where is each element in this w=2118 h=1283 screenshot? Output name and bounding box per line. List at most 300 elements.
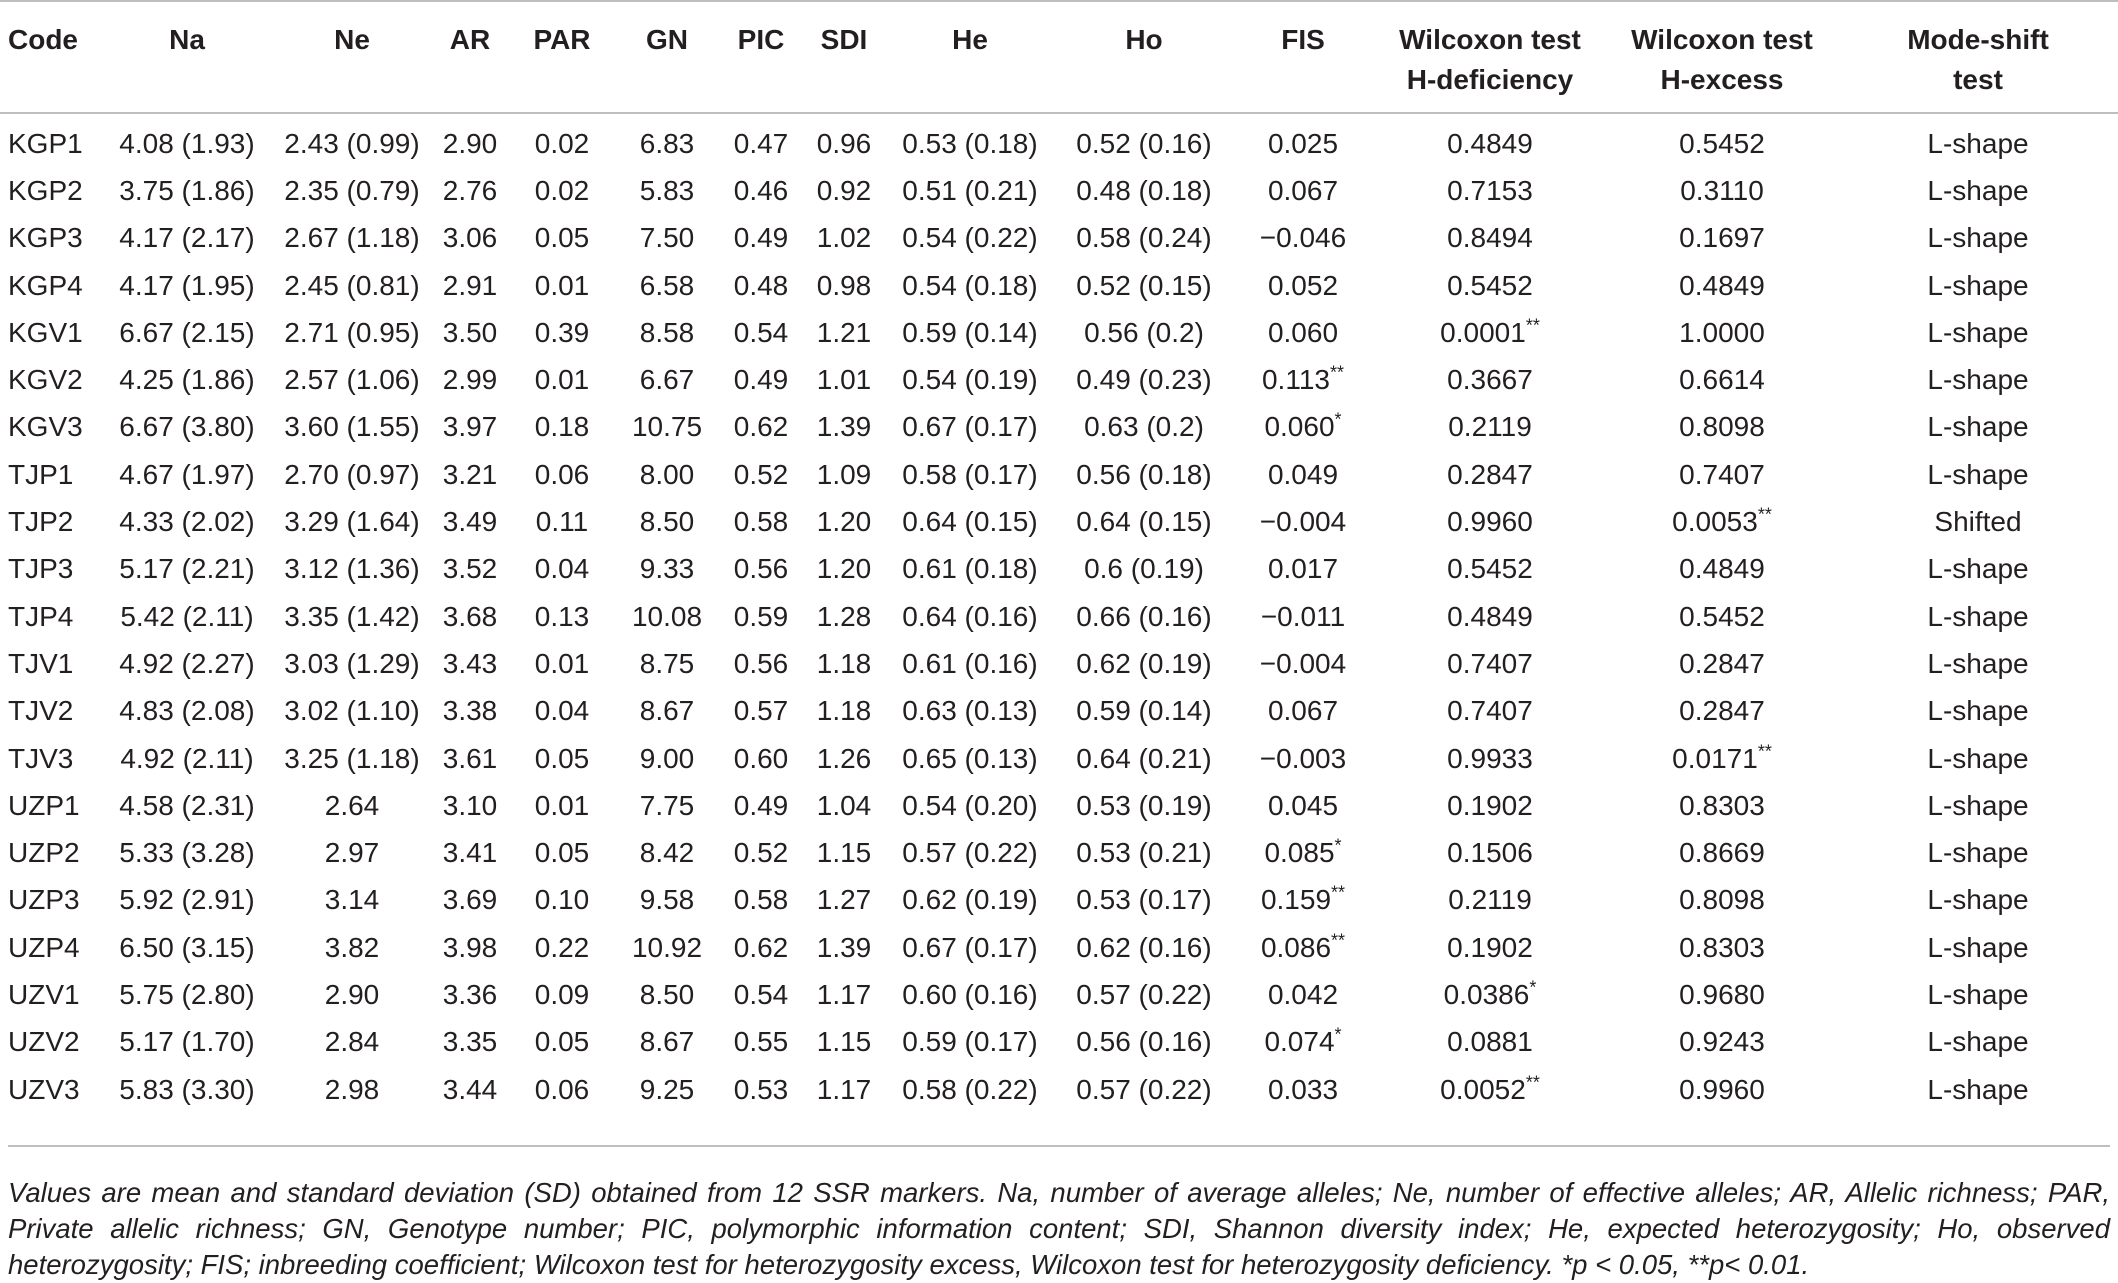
table-cell: 0.58 — [733, 506, 789, 538]
table-cell: 8.50 — [639, 506, 695, 538]
table-cell: 3.14 — [324, 884, 380, 916]
table-body — [0, 113, 2118, 1113]
column-header — [0, 1, 102, 113]
table-cell: 6.58 — [639, 269, 695, 301]
table-cell: 0.2847 — [1679, 695, 1765, 727]
column-header — [804, 1, 884, 113]
table-cell: L-shape — [1927, 789, 2029, 821]
table-cell: 6.50 (3.15) — [119, 931, 255, 963]
table-cell: UZP1 — [8, 789, 80, 821]
table-cell: 0.46 — [733, 174, 789, 206]
table-cell: 0.62 (0.19) — [1076, 647, 1212, 679]
table-cell: 5.17 (2.21) — [119, 553, 255, 585]
table-cell: 0.48 — [733, 269, 789, 301]
table-row — [0, 688, 2118, 735]
table-cell: 0.5452 — [1447, 269, 1533, 301]
table-cell: 0.1506 — [1447, 837, 1533, 869]
table-cell: 0.64 (0.15) — [1076, 506, 1212, 538]
table-cell: 0.58 (0.22) — [902, 1073, 1038, 1105]
table-cell: 0.22 — [534, 931, 590, 963]
table-cell: 2.76 — [442, 174, 498, 206]
table-cell: 0.52 (0.16) — [1076, 127, 1212, 159]
table-cell: 0.05 — [534, 1026, 590, 1058]
table-row — [0, 735, 2118, 782]
table-row — [0, 829, 2118, 876]
table-cell: 0.4849 — [1679, 553, 1765, 585]
table-cell: 0.4849 — [1447, 127, 1533, 159]
table-cell: 0.06 — [534, 1073, 590, 1105]
table-cell: 0.8669 — [1679, 837, 1765, 869]
table-cell: 3.52 — [442, 553, 498, 585]
table-cell: TJP3 — [8, 553, 74, 585]
table-cell: 0.09 — [534, 978, 590, 1010]
table-cell: 0.9960 — [1447, 506, 1533, 538]
table-row — [0, 971, 2118, 1018]
table-cell: L-shape — [1927, 647, 2029, 679]
table-cell: 3.02 (1.10) — [284, 695, 420, 727]
table-cell: 0.52 — [733, 458, 789, 490]
table-cell: 4.08 (1.93) — [119, 127, 255, 159]
column-header-text: GN — [646, 24, 688, 55]
table-cell: 0.59 (0.14) — [1076, 695, 1212, 727]
table-cell: 0.13 — [534, 600, 590, 632]
table-cell: 8.50 — [639, 978, 695, 1010]
table-cell: 0.64 (0.16) — [902, 600, 1038, 632]
table-cell: 3.60 (1.55) — [284, 411, 420, 443]
table-cell: 0.6 (0.19) — [1084, 553, 1204, 585]
table-cell: 1.15 — [816, 837, 872, 869]
table-cell: 3.21 — [442, 458, 498, 490]
table-cell: 2.84 — [324, 1026, 380, 1058]
table-cell: 10.75 — [631, 411, 703, 443]
table-cell: 0.2847 — [1447, 458, 1533, 490]
table-cell: 0.7407 — [1447, 695, 1533, 727]
table-cell: KGP4 — [8, 269, 83, 301]
table-cell: 0.01 — [534, 647, 590, 679]
table-cell: 0.033 — [1267, 1073, 1339, 1105]
table-cell: 4.33 (2.02) — [119, 506, 255, 538]
table-cell: 1.21 — [816, 316, 872, 348]
column-header — [1232, 1, 1374, 113]
table-cell: 0.113** — [1261, 362, 1344, 396]
table-cell: 0.39 — [534, 316, 590, 348]
table-cell: 0.2119 — [1448, 884, 1532, 916]
table-cell: TJV1 — [8, 647, 74, 679]
table-cell: KGP3 — [8, 222, 83, 254]
column-header-text: Ne — [334, 24, 370, 55]
table-cell: 0.4849 — [1447, 600, 1533, 632]
column-header — [1374, 1, 1606, 113]
table-cell: 8.75 — [639, 647, 695, 679]
column-header-text: Ho — [1125, 24, 1163, 55]
table-cell: 0.7407 — [1447, 647, 1533, 679]
table-cell: 0.67 (0.17) — [902, 411, 1038, 443]
table-cell: 0.5452 — [1447, 553, 1533, 585]
table-cell: 0.64 (0.21) — [1076, 742, 1212, 774]
table-cell: 3.03 (1.29) — [284, 647, 420, 679]
table-cell: 1.39 — [816, 411, 872, 443]
table-cell: 2.45 (0.81) — [284, 269, 420, 301]
table-cell: 0.4849 — [1679, 269, 1765, 301]
table-cell: TJP1 — [8, 458, 74, 490]
table-cell: 0.64 (0.15) — [902, 506, 1038, 538]
column-header — [272, 1, 432, 113]
column-header-text: test — [1953, 64, 2003, 95]
table-cell: 0.57 (0.22) — [1076, 978, 1212, 1010]
table-cell: 0.086** — [1260, 930, 1346, 963]
table-cell: L-shape — [1927, 931, 2029, 963]
table-cell: 0.60 (0.16) — [902, 978, 1038, 1010]
table-row — [0, 1066, 2118, 1113]
table-cell: L-shape — [1927, 695, 2029, 727]
table-cell: 0.66 (0.16) — [1076, 600, 1212, 632]
table-cell: 9.58 — [639, 884, 695, 916]
table-cell: 5.75 (2.80) — [119, 978, 255, 1010]
table-cell: 0.54 (0.20) — [902, 789, 1038, 821]
table-cell: 0.067 — [1267, 695, 1339, 727]
table-cell: 0.045 — [1267, 789, 1339, 821]
table-cell: 0.2847 — [1679, 647, 1765, 679]
column-header-text: H-deficiency — [1406, 64, 1574, 95]
table-row — [0, 356, 2118, 403]
table-cell: 4.83 (2.08) — [119, 695, 255, 727]
table-cell: 2.90 — [442, 127, 498, 159]
table-cell: 0.0386* — [1443, 977, 1537, 1010]
table-cell: 0.067 — [1267, 174, 1339, 206]
table-cell: 9.25 — [639, 1073, 695, 1105]
table-cell: −0.004 — [1259, 647, 1347, 679]
table-cell: 0.48 (0.18) — [1076, 174, 1212, 206]
table-cell: 3.06 — [442, 222, 498, 254]
table-cell: 0.04 — [534, 553, 590, 585]
table-cell: 2.70 (0.97) — [284, 458, 420, 490]
table-cell: 0.5452 — [1679, 600, 1765, 632]
table-cell: 0.042 — [1267, 978, 1339, 1010]
table-cell: 0.65 (0.13) — [902, 742, 1038, 774]
column-header — [1838, 1, 2118, 113]
table-cell: UZP4 — [8, 931, 80, 963]
table-cell: 5.33 (3.28) — [119, 837, 255, 869]
table-cell: 0.92 — [816, 174, 872, 206]
table-cell: 0.53 (0.18) — [902, 127, 1038, 159]
table-cell: 3.43 — [442, 647, 498, 679]
table-cell: 0.56 (0.16) — [1076, 1026, 1212, 1058]
table-cell: 2.91 — [442, 269, 498, 301]
table-cell: 1.0000 — [1679, 316, 1765, 348]
table-cell: 0.53 (0.21) — [1076, 837, 1212, 869]
table-cell: 0.52 — [733, 837, 789, 869]
table-cell: L-shape — [1927, 837, 2029, 869]
table-cell: 8.42 — [639, 837, 695, 869]
table-cell: 0.54 (0.22) — [902, 222, 1038, 254]
table-cell: 5.17 (1.70) — [119, 1026, 255, 1058]
table-cell: 0.54 — [733, 978, 789, 1010]
table-cell: 0.01 — [534, 364, 590, 396]
table-row — [0, 924, 2118, 971]
table-row — [0, 546, 2118, 593]
table-cell: L-shape — [1927, 316, 2029, 348]
table-cell: 0.60 — [733, 742, 789, 774]
table-cell: 9.33 — [639, 553, 695, 585]
table-cell: TJV3 — [8, 742, 74, 774]
table-header-row — [0, 1, 2118, 113]
table-cell: 1.28 — [816, 600, 872, 632]
table-cell: 10.92 — [631, 931, 703, 963]
table-cell: 0.96 — [816, 127, 872, 159]
table-cell: 0.53 (0.17) — [1076, 884, 1212, 916]
table-row — [0, 215, 2118, 262]
table-cell: 3.69 — [442, 884, 498, 916]
table-cell: 0.2119 — [1448, 411, 1532, 443]
table-cell: 0.0001** — [1440, 315, 1540, 348]
table-cell: 1.04 — [816, 789, 872, 821]
table-cell: 0.11 — [535, 506, 589, 538]
table-cell: 5.42 (2.11) — [120, 600, 254, 632]
table-cell: 0.59 (0.17) — [902, 1026, 1038, 1058]
table-cell: 5.83 — [639, 174, 695, 206]
table-cell: KGV2 — [8, 364, 83, 396]
column-header — [1606, 1, 1838, 113]
table-cell: 6.67 (2.15) — [119, 316, 255, 348]
table-cell: UZP2 — [8, 837, 80, 869]
table-cell: 0.9243 — [1679, 1026, 1765, 1058]
table-cell: 7.75 — [639, 789, 695, 821]
table-cell: 0.074* — [1264, 1024, 1342, 1058]
table-cell: 0.052 — [1267, 269, 1339, 301]
table-cell: 0.06 — [534, 458, 590, 490]
table-cell: 8.58 — [639, 316, 695, 348]
table-cell: 8.67 — [639, 695, 695, 727]
table-cell: 6.83 — [639, 127, 695, 159]
table-cell: 0.05 — [534, 222, 590, 254]
table-cell: 0.59 (0.14) — [902, 316, 1038, 348]
column-header-text: H-excess — [1660, 64, 1784, 95]
table-cell: 0.060 — [1267, 316, 1339, 348]
column-header-text: SDI — [820, 24, 868, 55]
column-header — [508, 1, 616, 113]
table-cell: 0.54 (0.18) — [902, 269, 1038, 301]
table-cell: 0.0881 — [1447, 1026, 1533, 1058]
table-cell: 0.57 — [733, 695, 789, 727]
column-header-text: Code — [8, 24, 78, 55]
table-cell: 0.55 — [733, 1026, 789, 1058]
column-header-text: Mode-shift — [1907, 24, 2049, 55]
table-cell: 0.53 (0.19) — [1076, 789, 1212, 821]
table-cell: L-shape — [1927, 978, 2029, 1010]
table-cell: −0.011 — [1260, 600, 1346, 632]
table-cell: 1.20 — [816, 553, 872, 585]
table-cell: 0.8494 — [1447, 222, 1533, 254]
table-row — [0, 167, 2118, 214]
table-cell: 1.02 — [816, 222, 872, 254]
table-cell: 0.52 (0.15) — [1076, 269, 1212, 301]
table-cell: UZP3 — [8, 884, 80, 916]
table-cell: L-shape — [1927, 364, 2029, 396]
table-cell: 5.83 (3.30) — [119, 1073, 255, 1105]
table-cell: 0.58 (0.17) — [902, 458, 1038, 490]
column-header-text: Wilcoxon test — [1631, 24, 1813, 55]
table-cell: 2.71 (0.95) — [284, 316, 420, 348]
table-cell: 0.6614 — [1679, 364, 1765, 396]
table-cell: 0.7153 — [1447, 174, 1533, 206]
table-cell: 2.57 (1.06) — [284, 364, 420, 396]
table-row — [0, 498, 2118, 545]
table-cell: 0.56 (0.2) — [1084, 316, 1204, 348]
table-cell: 7.50 — [639, 222, 695, 254]
table-cell: 1.17 — [816, 978, 872, 1010]
table-cell: 0.49 — [733, 222, 789, 254]
table-cell: 6.67 — [639, 364, 695, 396]
table-cell: 0.62 — [733, 411, 789, 443]
table-row — [0, 309, 2118, 356]
table-cell: 6.67 (3.80) — [119, 411, 255, 443]
table-cell: L-shape — [1927, 600, 2029, 632]
table-cell: 0.49 — [733, 364, 789, 396]
column-header-text: FIS — [1281, 24, 1325, 55]
table-row — [0, 451, 2118, 498]
column-header-text: PAR — [533, 24, 591, 55]
table-cell: −0.004 — [1259, 506, 1347, 538]
table-cell: 0.5452 — [1679, 127, 1765, 159]
column-header-text: Wilcoxon test — [1399, 24, 1581, 55]
table-cell: 0.1902 — [1447, 931, 1533, 963]
table-cell: 3.25 (1.18) — [284, 742, 420, 774]
table-cell: 0.9680 — [1679, 978, 1765, 1010]
table-cell: 0.57 (0.22) — [1076, 1073, 1212, 1105]
column-header — [718, 1, 804, 113]
table-cell: 2.90 — [324, 978, 380, 1010]
table-cell: 4.67 (1.97) — [119, 458, 255, 490]
table-cell: L-shape — [1927, 553, 2029, 585]
table-cell: 4.17 (2.17) — [119, 222, 255, 254]
table-cell: 0.58 — [733, 884, 789, 916]
table-cell: 1.27 — [816, 884, 872, 916]
table-cell: 0.05 — [534, 837, 590, 869]
column-header — [102, 1, 272, 113]
table-cell: TJP2 — [8, 506, 74, 538]
table-cell: 3.97 — [442, 411, 498, 443]
table-cell: 0.59 — [733, 600, 789, 632]
table-cell: 2.97 — [324, 837, 380, 869]
table-cell: 0.18 — [534, 411, 590, 443]
table-cell: 1.17 — [816, 1073, 872, 1105]
table-row — [0, 1019, 2118, 1066]
table-cell: 0.56 — [733, 553, 789, 585]
table-cell: UZV2 — [8, 1026, 80, 1058]
table-cell: KGP1 — [8, 127, 83, 159]
table-cell: L-shape — [1927, 1073, 2029, 1105]
table-cell: 0.060* — [1264, 410, 1342, 443]
table-cell: 0.0052** — [1440, 1072, 1540, 1105]
table-cell: 0.62 — [733, 931, 789, 963]
table-cell: 0.62 (0.16) — [1076, 931, 1212, 963]
table-cell: KGP2 — [8, 174, 83, 206]
table-cell: L-shape — [1927, 174, 2029, 206]
table-cell: 4.92 (2.11) — [120, 742, 254, 774]
table-cell: 1.26 — [816, 742, 872, 774]
table-cell: 0.9933 — [1447, 742, 1533, 774]
table-cell: 0.02 — [534, 174, 590, 206]
table-cell: 0.8303 — [1679, 789, 1765, 821]
table-row — [0, 262, 2118, 309]
table-cell: 3.36 — [442, 978, 498, 1010]
table-cell: 3.50 — [442, 316, 498, 348]
table-cell: 0.56 (0.18) — [1076, 458, 1212, 490]
table-cell: 0.58 (0.24) — [1076, 222, 1212, 254]
column-header-text: He — [952, 24, 988, 55]
table-cell: 0.159** — [1260, 883, 1346, 916]
table-cell: 0.3667 — [1447, 364, 1533, 396]
table-cell: 3.44 — [442, 1073, 498, 1105]
table-cell: 0.67 (0.17) — [902, 931, 1038, 963]
table-cell: 3.12 (1.36) — [284, 553, 420, 585]
table-cell: UZV3 — [8, 1073, 80, 1105]
table-cell: L-shape — [1927, 742, 2029, 774]
table-cell: L-shape — [1927, 884, 2029, 916]
table-cell: 0.0053** — [1672, 504, 1772, 538]
table-cell: 9.00 — [639, 742, 695, 774]
table-cell: L-shape — [1927, 1026, 2029, 1058]
table-cell: 2.98 — [324, 1073, 380, 1105]
table-cell: 2.43 (0.99) — [284, 127, 420, 159]
table-cell: L-shape — [1927, 222, 2029, 254]
table-cell: 0.63 (0.13) — [902, 695, 1038, 727]
table-cell: 4.92 (2.27) — [119, 647, 255, 679]
table-cell: 0.51 (0.21) — [902, 174, 1038, 206]
table-cell: Shifted — [1934, 506, 2022, 538]
table-row — [0, 113, 2118, 167]
table-cell: 0.49 — [733, 789, 789, 821]
table-cell: 0.049 — [1267, 458, 1339, 490]
table-cell: KGV3 — [8, 411, 83, 443]
table-cell: 1.20 — [816, 506, 872, 538]
table-cell: 3.98 — [442, 931, 498, 963]
table-cell: 5.92 (2.91) — [119, 884, 255, 916]
table-cell: 1.15 — [816, 1026, 872, 1058]
table-cell: TJV2 — [8, 695, 74, 727]
table-cell: 4.25 (1.86) — [119, 364, 255, 396]
table-cell: 0.8098 — [1679, 884, 1765, 916]
table-cell: 0.025 — [1267, 127, 1339, 159]
table-cell: 3.35 — [442, 1026, 498, 1058]
table-cell: 3.38 — [442, 695, 498, 727]
column-header — [616, 1, 718, 113]
table-cell: 3.61 — [442, 742, 498, 774]
table-cell: L-shape — [1927, 269, 2029, 301]
table-cell: 0.49 (0.23) — [1076, 364, 1212, 396]
table-cell: L-shape — [1927, 458, 2029, 490]
table-cell: 1.01 — [816, 364, 872, 396]
table-cell: −0.003 — [1259, 742, 1347, 774]
table-cell: 4.17 (1.95) — [119, 269, 255, 301]
table-cell: 0.63 (0.2) — [1084, 411, 1204, 443]
table-cell: 0.61 (0.18) — [902, 553, 1038, 585]
column-header — [1056, 1, 1232, 113]
table-cell: 8.00 — [639, 458, 695, 490]
table-cell: L-shape — [1927, 411, 2029, 443]
table-cell: 0.04 — [534, 695, 590, 727]
table-cell: 8.67 — [639, 1026, 695, 1058]
table-cell: 0.01 — [534, 269, 590, 301]
table-cell: 1.18 — [816, 695, 872, 727]
table-cell: 3.35 (1.42) — [284, 600, 420, 632]
column-header — [432, 1, 508, 113]
table-cell: 2.64 — [324, 789, 380, 821]
table-cell: 0.1697 — [1679, 222, 1765, 254]
table-cell: 0.54 (0.19) — [902, 364, 1038, 396]
table-cell: 1.18 — [816, 647, 872, 679]
table-row — [0, 640, 2118, 687]
